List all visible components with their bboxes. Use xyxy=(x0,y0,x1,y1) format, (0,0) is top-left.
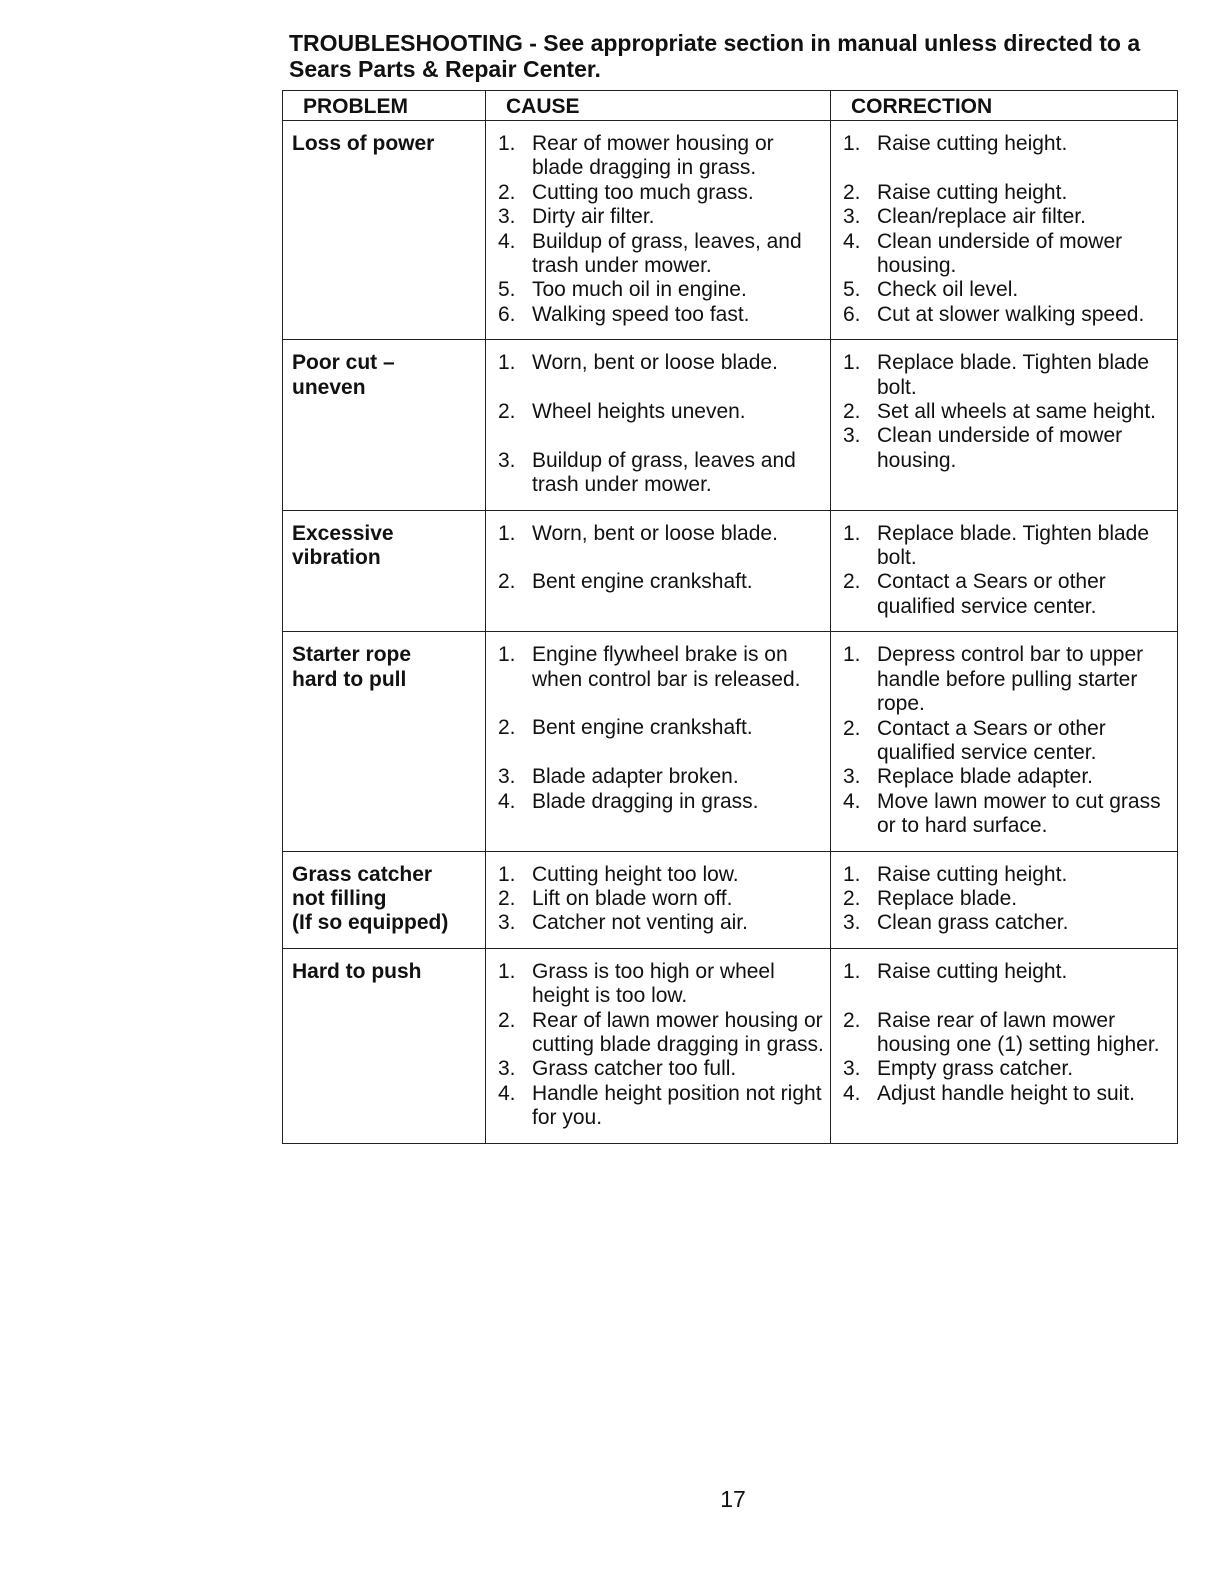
cause-item-text: Wheel heights uneven. xyxy=(532,400,746,424)
table-header-row xyxy=(283,91,1178,121)
correction-item xyxy=(839,1057,1171,1081)
cause-item-number: 1. xyxy=(498,643,516,667)
correction-item xyxy=(839,960,1171,984)
correction-item-number: 2. xyxy=(843,1008,861,1032)
cause-item xyxy=(494,1082,824,1131)
cause-item xyxy=(494,716,824,740)
correction-cell xyxy=(831,121,1178,340)
correction-item xyxy=(839,522,1171,571)
cause-item-text: Bent engine crankshaft. xyxy=(532,716,753,740)
correction-item-number: 3. xyxy=(843,765,861,789)
correction-item-number: 5. xyxy=(843,278,861,302)
correction-item-number: 3. xyxy=(843,424,861,448)
cause-item xyxy=(494,400,824,424)
cause-item-text: Lift on blade worn off. xyxy=(532,886,733,910)
correction-item-text: Clean grass catcher. xyxy=(877,911,1069,935)
correction-item xyxy=(839,790,1171,839)
correction-item-text: Replace blade adapter. xyxy=(877,765,1093,789)
problem-cell: Grass catcher not filling (If so equipped) xyxy=(283,851,486,948)
cause-item-number: 1. xyxy=(498,351,516,375)
cause-item-text: Blade adapter broken. xyxy=(532,765,739,789)
correction-item-text: Replace blade. xyxy=(877,886,1018,910)
correction-item xyxy=(839,351,1171,400)
cause-item-text: Rear of lawn mower housing or cutting blade dragging in grass. xyxy=(532,1008,824,1056)
correction-item-number: 2. xyxy=(843,570,861,594)
header-correction: CORRECTION xyxy=(831,91,1178,121)
cause-item-number: 3. xyxy=(498,448,516,472)
correction-item-text: Set all wheels at same height. xyxy=(877,400,1156,424)
correction-item-number: 3. xyxy=(843,1057,861,1081)
correction-cell xyxy=(831,510,1178,632)
cause-item-text: Grass is too high or wheel height is too low. xyxy=(532,959,775,1008)
correction-item-text: Replace blade. Tighten blade bolt. xyxy=(877,351,1150,399)
cause-item-text: Blade dragging in grass. xyxy=(532,789,759,813)
table-row xyxy=(283,851,1178,948)
cause-item xyxy=(494,863,824,887)
correction-cell xyxy=(831,340,1178,510)
correction-item-text: Replace blade. Tighten blade bolt. xyxy=(877,521,1150,570)
cause-item-text: Dirty air filter. xyxy=(532,205,655,229)
correction-item-number: 1. xyxy=(843,959,861,983)
correction-item-text: Contact a Sears or other qualified service center. xyxy=(877,716,1106,764)
correction-item xyxy=(839,181,1171,205)
cause-item-number: 1. xyxy=(498,132,516,155)
cause-item-number: 3. xyxy=(498,205,516,229)
correction-cell xyxy=(831,632,1178,851)
correction-item-text: Raise rear of lawn mower housing one (1) setting higher. xyxy=(877,1008,1160,1056)
cause-item xyxy=(494,765,824,789)
correction-item-number: 2. xyxy=(843,716,861,740)
correction-item xyxy=(839,1082,1171,1106)
cause-item xyxy=(494,887,824,911)
correction-item-number: 1. xyxy=(843,132,861,155)
spacer xyxy=(494,546,824,570)
correction-item-text: Raise cutting height. xyxy=(877,132,1068,155)
table-row xyxy=(283,948,1178,1143)
cause-cell xyxy=(486,851,831,948)
correction-item-text: Clean underside of mower housing. xyxy=(877,424,1123,472)
cause-item-number: 1. xyxy=(498,862,516,886)
correction-item xyxy=(839,717,1171,766)
cause-item xyxy=(494,205,824,229)
correction-item-text: Adjust handle height to suit. xyxy=(877,1081,1136,1105)
cause-item-text: Engine flywheel brake is on when control bar is released. xyxy=(532,643,801,691)
cause-item-number: 4. xyxy=(498,1081,516,1105)
correction-item xyxy=(839,570,1171,619)
correction-item-number: 4. xyxy=(843,789,861,813)
table-row xyxy=(283,510,1178,632)
correction-item xyxy=(839,643,1171,716)
problem-cell: Loss of power xyxy=(283,121,486,340)
spacer xyxy=(494,424,824,448)
table-row xyxy=(283,340,1178,510)
cause-item-text: Buildup of grass, leaves, and trash under mower. xyxy=(532,229,802,278)
cause-item xyxy=(494,132,824,181)
header-problem: PROBLEM xyxy=(283,91,486,121)
cause-cell xyxy=(486,340,831,510)
troubleshooting-table xyxy=(282,90,1178,1144)
cause-item-text: Grass catcher too full. xyxy=(532,1057,737,1081)
cause-item xyxy=(494,911,824,935)
correction-item xyxy=(839,230,1171,279)
cause-item-number: 4. xyxy=(498,229,516,253)
cause-item-number: 1. xyxy=(498,959,516,983)
cause-item-text: Catcher not venting air. xyxy=(532,911,748,935)
cause-item-number: 3. xyxy=(498,911,516,935)
cause-item-number: 2. xyxy=(498,570,516,594)
correction-item xyxy=(839,400,1171,424)
cause-item xyxy=(494,230,824,279)
cause-item-number: 2. xyxy=(498,400,516,424)
correction-item-number: 3. xyxy=(843,205,861,229)
correction-item xyxy=(839,765,1171,789)
cause-item-text: Cutting too much grass. xyxy=(532,180,754,204)
cause-item-number: 2. xyxy=(498,1008,516,1032)
correction-item-text: Clean underside of mower housing. xyxy=(877,229,1123,278)
correction-item-text: Raise cutting height. xyxy=(877,862,1068,886)
correction-item-text: Check oil level. xyxy=(877,278,1019,302)
problem-cell: Hard to push xyxy=(283,948,486,1143)
spacer xyxy=(839,984,1171,1008)
cause-item-text: Handle height position not right for you. xyxy=(532,1081,822,1130)
correction-cell xyxy=(831,948,1178,1143)
cause-item-number: 2. xyxy=(498,180,516,204)
correction-item-text: Depress control bar to upper handle before pulling starter rope. xyxy=(877,643,1144,716)
page-number: 17 xyxy=(720,1486,746,1512)
correction-item-number: 2. xyxy=(843,180,861,204)
spacer xyxy=(494,741,824,765)
cause-item-text: Worn, bent or loose blade. xyxy=(532,521,778,545)
correction-item xyxy=(839,863,1171,887)
correction-item-text: Move lawn mower to cut grass or to hard surface. xyxy=(877,789,1161,838)
cause-item-text: Worn, bent or loose blade. xyxy=(532,351,778,375)
cause-item-text: Buildup of grass, leaves and trash under mower. xyxy=(532,448,796,497)
cause-cell xyxy=(486,632,831,851)
correction-item-number: 1. xyxy=(843,862,861,886)
cause-item xyxy=(494,643,824,692)
header-cause: CAUSE xyxy=(486,91,831,121)
cause-item-text: Too much oil in engine. xyxy=(532,278,747,302)
spacer xyxy=(494,692,824,716)
problem-cell: Starter rope hard to pull xyxy=(283,632,486,851)
cause-item xyxy=(494,181,824,205)
spacer xyxy=(839,156,1171,180)
cause-item-number: 4. xyxy=(498,789,516,813)
correction-item-number: 4. xyxy=(843,1081,861,1105)
correction-item xyxy=(839,1009,1171,1058)
table-row xyxy=(283,121,1178,340)
correction-cell xyxy=(831,851,1178,948)
cause-item-text: Walking speed too fast. xyxy=(532,302,750,326)
correction-item xyxy=(839,278,1171,302)
cause-item-number: 6. xyxy=(498,302,516,326)
correction-item xyxy=(839,911,1171,935)
cause-cell xyxy=(486,510,831,632)
correction-item xyxy=(839,887,1171,911)
correction-item-number: 3. xyxy=(843,911,861,935)
spacer xyxy=(494,376,824,400)
cause-cell xyxy=(486,948,831,1143)
cause-item xyxy=(494,522,824,546)
cause-item-number: 5. xyxy=(498,278,516,302)
correction-item-text: Raise cutting height. xyxy=(877,959,1068,983)
cause-cell xyxy=(486,121,831,340)
cause-item-text: Rear of mower housing or blade dragging in grass. xyxy=(532,132,774,180)
correction-item-text: Contact a Sears or other qualified service center. xyxy=(877,570,1106,618)
cause-item-number: 2. xyxy=(498,886,516,910)
page-title: TROUBLESHOOTING - See appropriate section in manual unless directed to a Sears Parts & Repair Center. xyxy=(289,30,1141,82)
cause-item xyxy=(494,449,824,498)
cause-item xyxy=(494,960,824,1009)
correction-item xyxy=(839,424,1171,473)
correction-item xyxy=(839,132,1171,156)
correction-item xyxy=(839,205,1171,229)
correction-item-number: 1. xyxy=(843,521,861,545)
cause-item xyxy=(494,1009,824,1058)
correction-item-number: 2. xyxy=(843,400,861,424)
cause-item-number: 3. xyxy=(498,765,516,789)
problem-cell: Excessive vibration xyxy=(283,510,486,632)
cause-item xyxy=(494,351,824,375)
correction-item-number: 1. xyxy=(843,351,861,375)
cause-item-number: 2. xyxy=(498,716,516,740)
correction-item-text: Cut at slower walking speed. xyxy=(877,302,1145,326)
cause-item xyxy=(494,303,824,327)
correction-item-number: 2. xyxy=(843,886,861,910)
cause-item-text: Bent engine crankshaft. xyxy=(532,570,753,594)
correction-item-text: Clean/replace air filter. xyxy=(877,205,1086,229)
cause-item-number: 1. xyxy=(498,521,516,545)
problem-cell: Poor cut – uneven xyxy=(283,340,486,510)
correction-item-number: 1. xyxy=(843,643,861,667)
cause-item xyxy=(494,570,824,594)
correction-item-number: 4. xyxy=(843,229,861,253)
cause-item xyxy=(494,278,824,302)
correction-item-number: 6. xyxy=(843,302,861,326)
cause-item-number: 3. xyxy=(498,1057,516,1081)
cause-item-text: Cutting height too low. xyxy=(532,862,739,886)
table-row xyxy=(283,632,1178,851)
cause-item xyxy=(494,1057,824,1081)
correction-item-text: Raise cutting height. xyxy=(877,180,1068,204)
cause-item xyxy=(494,790,824,814)
correction-item xyxy=(839,303,1171,327)
correction-item-text: Empty grass catcher. xyxy=(877,1057,1074,1081)
